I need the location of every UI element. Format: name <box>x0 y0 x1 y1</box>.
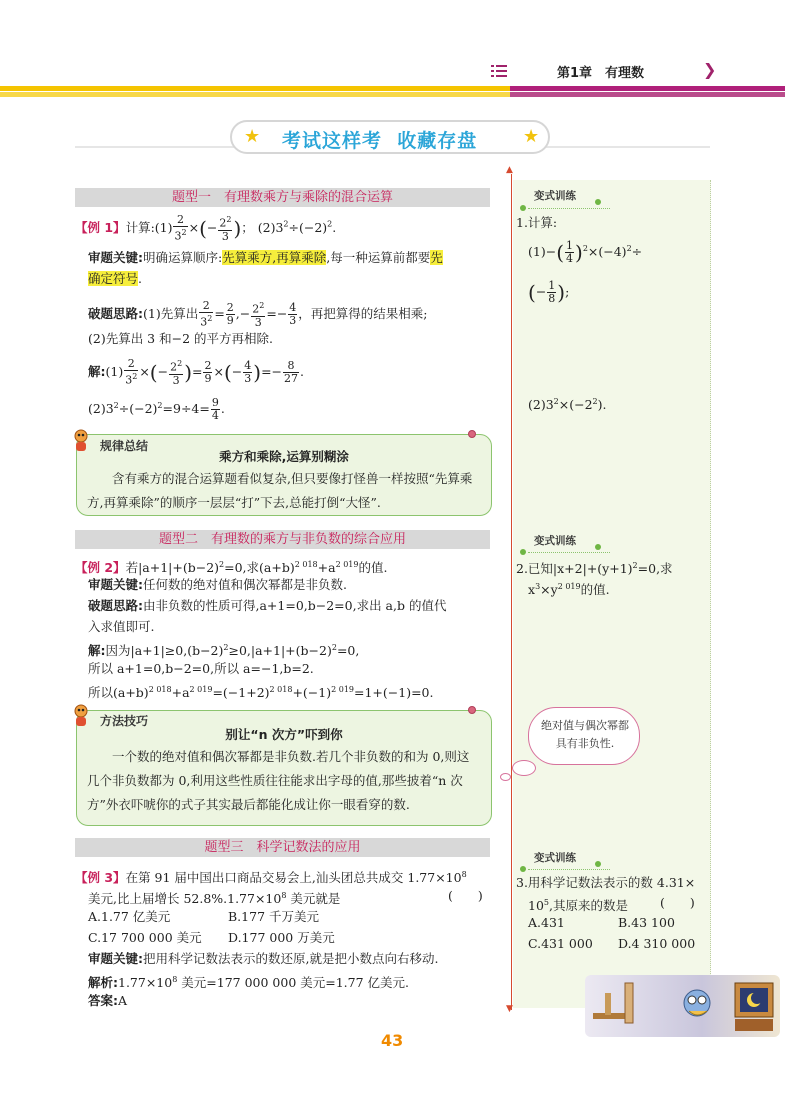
dot-icon <box>520 205 526 211</box>
idea-1: 破题思路:(1)先算出 $\frac{2}{3^2}$ = $\frac{2}{9}$ ,− $\frac{2^2}{3}$ =− $\frac{4}{3}$ ，再把算得的结果相乘; <box>88 299 428 329</box>
thought-bubble-text: 绝对值与偶次幂都具有非负性. <box>541 719 629 750</box>
header-bar-purple <box>510 86 785 97</box>
pin-icon <box>468 430 476 438</box>
idea-1-part2: (2)先算出 3 和−2 的平方再相除. <box>88 331 273 346</box>
idea-2: 破题思路:由非负数的性质可得,a+1=0,b−2=0,求出 a,b 的值代 <box>88 598 447 613</box>
arrow-up-icon: ▲ <box>506 165 513 175</box>
bubble-circle <box>512 760 536 776</box>
footer-illustration <box>585 975 780 1037</box>
option-a: A.1.77 亿美元 <box>88 909 171 924</box>
idea-2-cont: 入求值即可. <box>88 619 155 634</box>
variant-divider <box>528 869 610 870</box>
variant-1-part2: $(2)3^2\times(-2^2)$. <box>528 397 607 413</box>
arrow-down-icon: ▼ <box>506 1004 513 1014</box>
variant-divider <box>528 208 610 209</box>
example-2: 【例 2】若$|a+1|+(b-2)^2=0$,求$(a+b)^{2 018}+a^{2 019}$的值. <box>75 560 388 576</box>
header-bar-yellow <box>0 86 510 97</box>
example-3-line2: 美元,比上届增长 $52.8\%.1.77\times 10^8$ 美元就是 <box>88 891 341 907</box>
variant-3-blank[interactable]: ( ) <box>660 895 695 910</box>
key-point-3: 审题关键:把用科学记数法表示的数还原,就是把小数点向右移动. <box>88 951 439 966</box>
key-point-2: 审题关键:任何数的绝对值和偶次幂都是非负数. <box>88 577 347 592</box>
pin-icon <box>468 706 476 714</box>
dot-icon <box>595 544 601 550</box>
dot-icon <box>520 549 526 555</box>
example-1: 【例 1】计算:(1) $\frac{2}{3^2}$ ×(− $\frac{2^2}{3}$ )； $(2)3^2\div(-2)^2$. <box>75 213 337 243</box>
option-c: C.17 700 000 美元 <box>88 930 202 945</box>
answer-blank[interactable]: ( ) <box>448 888 483 903</box>
variant-2-question-cont: $x^3\times y^{2 019}$的值. <box>528 582 610 598</box>
variant-3-option-b: B.43 100 <box>618 915 675 930</box>
dot-icon <box>595 861 601 867</box>
variant-tag-1: 变式训练 <box>534 190 576 202</box>
page-number: 43 <box>381 1031 404 1050</box>
solution-2: 解:因为$|a+1|\ge 0,(b-2)^2\ge 0,|a+1|+(b-2)^2=0$, <box>88 643 360 659</box>
variant-3-question-cont: $10^5$,其原来的数是 <box>528 898 628 914</box>
analysis-3: 解析$:1.77\times 10^8$ 美元=177 000 000 美元=1.77 亿美元. <box>88 975 410 991</box>
variant-3-option-c: C.431 000 <box>528 936 593 951</box>
tip-label-rule-summary: 规律总结 <box>100 439 149 453</box>
variant-3-question: 3.用科学记数法表示的数 4.31× <box>516 875 696 890</box>
mascot-icon <box>70 702 92 728</box>
solution-2-line2: 所以 a+1=0,b−2=0,所以 a=−1,b=2. <box>88 661 314 676</box>
tip-label-method: 方法技巧 <box>100 714 149 728</box>
column-divider <box>511 174 512 1010</box>
dot-icon <box>520 866 526 872</box>
star-icon: ★ <box>523 126 540 147</box>
option-d: D.177 000 万美元 <box>228 930 335 945</box>
solution-1: 解:(1) $\frac{2}{3^2}$ ×(− $\frac{2^2}{3}$ )= $\frac{2}{9}$ ×(− $\frac{4}{3}$ )=− $\frac{8}{27}$ . <box>88 357 305 387</box>
key-point-1-cont: 确定符号. <box>88 271 142 286</box>
solution-2-line3: 所以$(a+b)^{2 018}+a^{2 019}=(-1+2)^{2 018}+(-1)^{2 019}=1+(-1)=0$. <box>88 685 434 701</box>
variant-3-option-d: D.4 310 000 <box>618 936 696 951</box>
tip-box-method: 别让“n 次方”吓到你 一个数的绝对值和偶次幂都是非负数.若几个非负数的和为 0,则这几个非负数都为 0,利用这些性质往往能求出字母的值,那些披着“n 次方”外衣吓唬你的式子其实最后都能化成让你一眼看穿的数. <box>76 710 492 826</box>
variant-1-title: 1.计算: <box>516 215 558 230</box>
section-heading-3: 题型三 科学记数法的应用 <box>75 838 490 857</box>
variant-2-question: 2.已知$|x+2|+(y+1)^2=0$,求 <box>516 561 673 577</box>
option-b: B.177 千万美元 <box>228 909 319 924</box>
variant-1-part1-cont: (− $\frac{1}{8}$ ); <box>528 279 570 305</box>
section-heading-2: 题型二 有理数的乘方与非负数的综合应用 <box>75 530 490 549</box>
mascot-icon <box>70 427 92 453</box>
key-point-1: 审题关键:明确运算顺序:先算乘方,再算乘除,每一种运算前都要先 <box>88 250 443 265</box>
dot-icon <box>595 199 601 205</box>
star-icon: ★ <box>244 126 261 147</box>
variant-1-part1: (1)−( $\frac{1}{4}$ )$^2\times(-4)^2\div$ <box>528 239 643 266</box>
variant-tag-3: 变式训练 <box>534 852 576 864</box>
tip-box-rule-summary: 乘方和乘除,运算别糊涂 含有乘方的混合运算题看似复杂,但只要像打怪兽一样按照“先算乘方,再算乘除”的顺序一层层“打”下去,总能打倒“大怪”. <box>76 434 492 516</box>
section-heading-1: 题型一 有理数乘方与乘除的混合运算 <box>75 188 490 207</box>
solution-1-part2: $(2)3^2\div(-2)^2=9\div 4=$ $\frac{9}{4}$ . <box>88 396 225 423</box>
answer-3: 答案:A <box>88 993 128 1008</box>
variant-tag-2: 变式训练 <box>534 535 576 547</box>
variant-3-option-a: A.431 <box>528 915 565 930</box>
example-3: 【例 3】在第 91 届中国出口商品交易会上,汕头团总共成交 $1.77\times 10^8$ <box>75 870 467 886</box>
banner-title: 考试这样考 收藏存盘 <box>282 130 478 152</box>
variant-divider <box>528 552 610 553</box>
chapter-title: 第1章 有理数 <box>557 66 645 81</box>
chevron-right-icon[interactable]: ❯ <box>703 60 717 79</box>
bubble-circle <box>500 773 511 781</box>
menu-list-icon[interactable] <box>491 64 507 78</box>
